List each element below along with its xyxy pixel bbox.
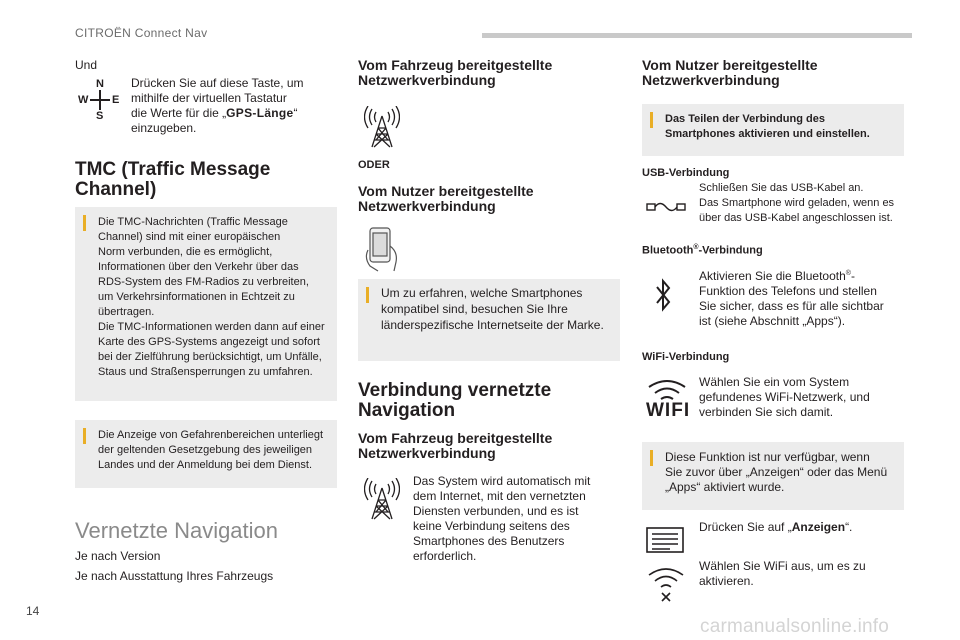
info-marker	[650, 112, 653, 128]
bluetooth-icon	[654, 278, 672, 312]
usb-text: Schließen Sie das USB-Kabel an. Das Smartphone wird geladen, wenn es über das USB-Kabel angeschlossen ist.	[699, 182, 895, 224]
usb-cable-icon	[646, 196, 686, 218]
bluetooth-heading: Bluetooth®-Verbindung	[642, 244, 763, 257]
connected-navigation-connection-heading: Verbindung vernetzte Navigation	[358, 380, 552, 421]
or-label: ODER	[358, 159, 390, 171]
info-marker	[83, 215, 86, 231]
wifi-disabled-icon	[646, 566, 686, 604]
smartphone-info-text: Um zu erfahren, welche Smartphones kompatibel sind, besuchen Sie Ihre länderspezifische Internetseite der Marke.	[381, 286, 604, 332]
vehicle-network-heading-2: Vom Fahrzeug bereitgestellte Netzwerkverbindung	[358, 430, 553, 461]
page-number: 14	[26, 604, 40, 618]
version-notes: Je nach Version Je nach Ausstattung Ihres Fahrzeugs	[75, 549, 274, 583]
danger-info-text: Die Anzeige von Gefahrenbereichen unterliegt der geltenden Gesetzgebung des jeweiligen Landes und der Anmeldung bei dem Dienst.	[98, 429, 324, 471]
connected-navigation-heading: Vernetzte Navigation	[75, 518, 279, 543]
tmc-info-text: Die TMC-Nachrichten (Traffic Message Channel) sind mit einer europäischen Norm verbunden, die es ermöglicht, Informationen über den Verkehr über das RDS-System des FM-Radios zu verbreiten, um Verkehrsinformationen in Echtzeit zu übertragen. Die TMC-Informationen werden dann auf einer Karte des GPS-Systems angezeigt und sofort bei der Zielführung berücksichtigt, um Unfälle, Staus und Straßensperrungen zu umfahren.	[98, 216, 325, 378]
gps-instructions: Drücken Sie auf diese Taste, um mithilfe der virtuellen Tastatur die Werte für die „GPS-Länge“ einzugeben.	[131, 76, 304, 135]
bluetooth-text: Aktivieren Sie die Bluetooth®- Funktion des Telefons und stellen Sie sicher, dass es für alle sichtbar ist (siehe Abschnitt „Apps“).	[699, 269, 884, 328]
info-marker	[366, 287, 369, 303]
tmc-info-box	[75, 207, 337, 401]
smartphone-hand-icon	[364, 226, 400, 272]
menu-list-icon	[646, 527, 684, 553]
function-info-box	[642, 442, 904, 510]
running-header: CITROËN Connect Nav	[75, 26, 208, 40]
info-marker	[83, 428, 86, 444]
select-wifi-text: Wählen Sie WiFi aus, um es zu aktivieren.	[699, 559, 866, 588]
wifi-heading: WiFi-Verbindung	[642, 351, 730, 363]
share-info-text: Das Teilen der Verbindung des Smartphones aktivieren und einstellen.	[665, 113, 870, 140]
vehicle-network-heading: Vom Fahrzeug bereitgestellte Netzwerkverbindung	[358, 57, 553, 88]
wifi-icon: WIFI	[645, 378, 689, 420]
info-marker	[650, 450, 653, 466]
header-rule	[482, 33, 912, 38]
wifi-text: Wählen Sie ein vom System gefundenes WiFi-Netzwerk, und verbinden Sie sich damit.	[699, 375, 870, 419]
danger-info-box	[75, 420, 337, 488]
auto-connect-text: Das System wird automatisch mit dem Internet, mit den vernetzten Diensten verbunden, und es ist keine Verbindung seitens des Smartphones des Benutzers erforderlich.	[413, 474, 591, 563]
antenna-icon	[364, 106, 400, 148]
user-network-heading: Vom Nutzer bereitgestellte Netzwerkverbindung	[358, 183, 534, 214]
usb-heading: USB-Verbindung	[642, 167, 730, 179]
compass-icon: N W E S	[78, 78, 120, 122]
function-info-text: Diese Funktion ist nur verfügbar, wenn Sie zuvor über „Anzeigen“ oder das Menü „Apps“ aktiviert wurde.	[665, 450, 888, 494]
smartphone-info-box	[358, 279, 620, 361]
press-display-text: Drücken Sie auf „Anzeigen“.	[699, 520, 853, 534]
und-text: Und	[75, 58, 98, 72]
user-network-heading-col3: Vom Nutzer bereitgestellte Netzwerkverbindung	[642, 57, 818, 88]
antenna-icon	[364, 478, 400, 520]
watermark: carmanualsonline.info	[700, 616, 890, 637]
tmc-heading: TMC (Traffic Message Channel)	[75, 159, 271, 200]
share-info-box	[642, 104, 904, 156]
